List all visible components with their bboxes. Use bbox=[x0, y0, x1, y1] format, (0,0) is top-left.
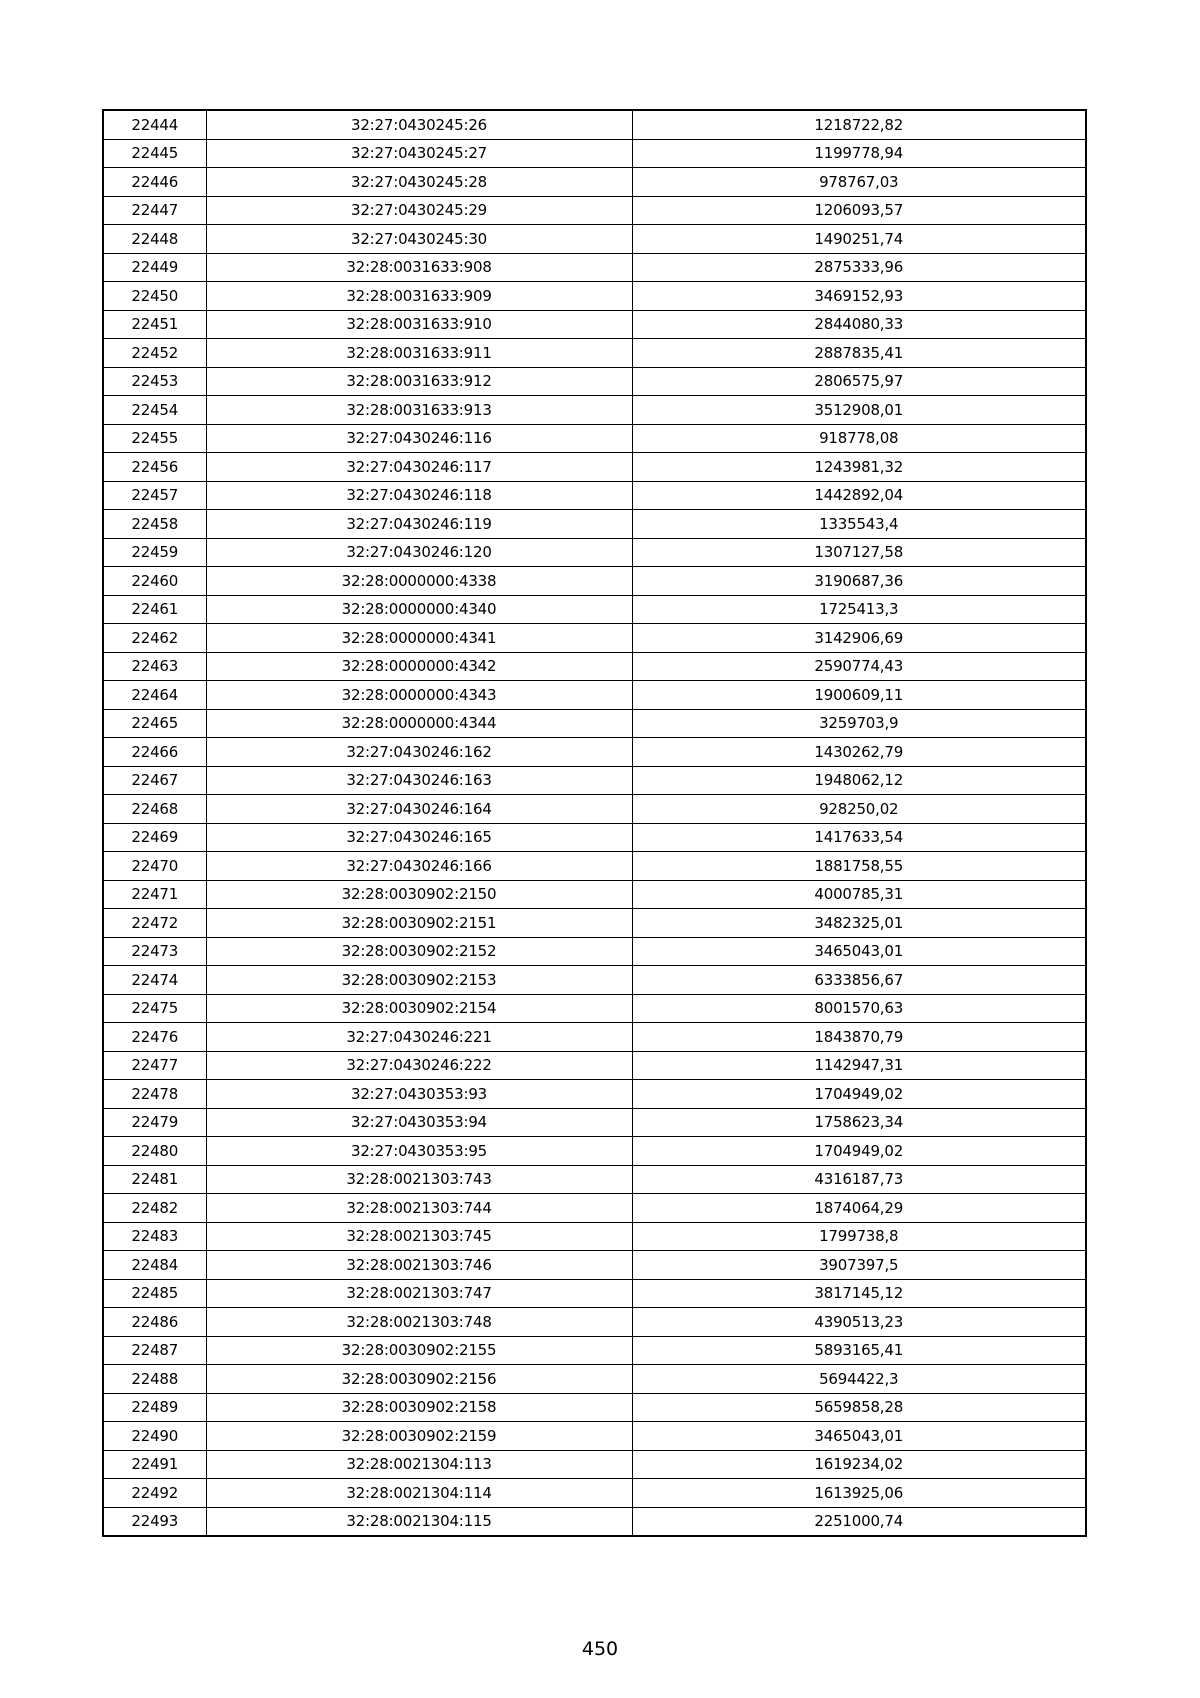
cadastral-value-cell: 1613925,06 bbox=[632, 1479, 1086, 1508]
cadastral-value-cell: 4000785,31 bbox=[632, 880, 1086, 909]
cadastral-number-cell: 32:28:0000000:4338 bbox=[206, 567, 632, 596]
row-number-cell: 22448 bbox=[103, 225, 206, 254]
row-number-cell: 22485 bbox=[103, 1279, 206, 1308]
cadastral-value-cell: 978767,03 bbox=[632, 168, 1086, 197]
cadastral-value-cell: 1430262,79 bbox=[632, 738, 1086, 767]
row-number-cell: 22471 bbox=[103, 880, 206, 909]
table-row bbox=[103, 1365, 1086, 1394]
cadastral-number-cell: 32:28:0030902:2156 bbox=[206, 1365, 632, 1394]
cadastral-number-cell: 32:28:0021303:744 bbox=[206, 1194, 632, 1223]
cadastral-number-cell: 32:28:0030902:2154 bbox=[206, 994, 632, 1023]
table-row bbox=[103, 282, 1086, 311]
table-row bbox=[103, 339, 1086, 368]
cadastral-value-cell: 3465043,01 bbox=[632, 1422, 1086, 1451]
cadastral-value-cell: 3259703,9 bbox=[632, 709, 1086, 738]
page-number: 450 bbox=[581, 1638, 619, 1660]
table-row bbox=[103, 1051, 1086, 1080]
cadastral-number-cell: 32:28:0031633:911 bbox=[206, 339, 632, 368]
row-number-cell: 22452 bbox=[103, 339, 206, 368]
cadastral-value-cell: 3907397,5 bbox=[632, 1251, 1086, 1280]
table-row bbox=[103, 253, 1086, 282]
cadastral-value-cell: 1206093,57 bbox=[632, 196, 1086, 225]
row-number-cell: 22483 bbox=[103, 1222, 206, 1251]
table-row bbox=[103, 795, 1086, 824]
table-row bbox=[103, 367, 1086, 396]
table-row bbox=[103, 766, 1086, 795]
cadastral-value-cell: 2806575,97 bbox=[632, 367, 1086, 396]
row-number-cell: 22472 bbox=[103, 909, 206, 938]
table-row bbox=[103, 310, 1086, 339]
row-number-cell: 22475 bbox=[103, 994, 206, 1023]
table-row bbox=[103, 1279, 1086, 1308]
cadastral-number-cell: 32:27:0430245:30 bbox=[206, 225, 632, 254]
table-row bbox=[103, 1393, 1086, 1422]
cadastral-value-cell: 8001570,63 bbox=[632, 994, 1086, 1023]
cadastral-value-cell: 1442892,04 bbox=[632, 481, 1086, 510]
table-row bbox=[103, 738, 1086, 767]
cadastral-value-cell: 1490251,74 bbox=[632, 225, 1086, 254]
cadastral-value-cell: 1948062,12 bbox=[632, 766, 1086, 795]
cadastral-number-cell: 32:28:0021303:745 bbox=[206, 1222, 632, 1251]
cadastral-value-cell: 1619234,02 bbox=[632, 1450, 1086, 1479]
cadastral-value-cell: 3482325,01 bbox=[632, 909, 1086, 938]
row-number-cell: 22482 bbox=[103, 1194, 206, 1223]
row-number-cell: 22473 bbox=[103, 937, 206, 966]
cadastral-number-cell: 32:27:0430246:164 bbox=[206, 795, 632, 824]
cadastral-value-cell: 5893165,41 bbox=[632, 1336, 1086, 1365]
cadastral-number-cell: 32:28:0000000:4342 bbox=[206, 652, 632, 681]
table-row bbox=[103, 1194, 1086, 1223]
cadastral-value-cell: 1881758,55 bbox=[632, 852, 1086, 881]
cadastral-number-cell: 32:27:0430245:27 bbox=[206, 139, 632, 168]
table-row bbox=[103, 994, 1086, 1023]
row-number-cell: 22451 bbox=[103, 310, 206, 339]
table-row bbox=[103, 1023, 1086, 1052]
table-row bbox=[103, 196, 1086, 225]
table-row bbox=[103, 424, 1086, 453]
cadastral-value-cell: 1843870,79 bbox=[632, 1023, 1086, 1052]
row-number-cell: 22479 bbox=[103, 1108, 206, 1137]
cadastral-number-cell: 32:28:0021303:747 bbox=[206, 1279, 632, 1308]
row-number-cell: 22453 bbox=[103, 367, 206, 396]
table-row bbox=[103, 1422, 1086, 1451]
row-number-cell: 22463 bbox=[103, 652, 206, 681]
cadastral-number-cell: 32:27:0430245:29 bbox=[206, 196, 632, 225]
cadastral-value-cell: 2875333,96 bbox=[632, 253, 1086, 282]
table-row bbox=[103, 880, 1086, 909]
row-number-cell: 22466 bbox=[103, 738, 206, 767]
row-number-cell: 22455 bbox=[103, 424, 206, 453]
row-number-cell: 22444 bbox=[103, 110, 206, 139]
row-number-cell: 22447 bbox=[103, 196, 206, 225]
cadastral-number-cell: 32:27:0430246:163 bbox=[206, 766, 632, 795]
row-number-cell: 22450 bbox=[103, 282, 206, 311]
cadastral-value-cell: 1704949,02 bbox=[632, 1080, 1086, 1109]
cadastral-value-cell: 6333856,67 bbox=[632, 966, 1086, 995]
table-row bbox=[103, 168, 1086, 197]
row-number-cell: 22468 bbox=[103, 795, 206, 824]
cadastral-number-cell: 32:27:0430246:166 bbox=[206, 852, 632, 881]
row-number-cell: 22487 bbox=[103, 1336, 206, 1365]
table-row bbox=[103, 1308, 1086, 1337]
table-row bbox=[103, 1222, 1086, 1251]
table-row bbox=[103, 1507, 1086, 1536]
cadastral-number-cell: 32:28:0031633:909 bbox=[206, 282, 632, 311]
table-row bbox=[103, 624, 1086, 653]
table-row bbox=[103, 510, 1086, 539]
cadastral-value-cell: 3465043,01 bbox=[632, 937, 1086, 966]
row-number-cell: 22488 bbox=[103, 1365, 206, 1394]
cadastral-value-cell: 5659858,28 bbox=[632, 1393, 1086, 1422]
table-row bbox=[103, 139, 1086, 168]
row-number-cell: 22464 bbox=[103, 681, 206, 710]
cadastral-number-cell: 32:27:0430353:95 bbox=[206, 1137, 632, 1166]
cadastral-number-cell: 32:27:0430245:26 bbox=[206, 110, 632, 139]
cadastral-value-cell: 1199778,94 bbox=[632, 139, 1086, 168]
cadastral-value-cell: 1799738,8 bbox=[632, 1222, 1086, 1251]
row-number-cell: 22449 bbox=[103, 253, 206, 282]
row-number-cell: 22470 bbox=[103, 852, 206, 881]
cadastral-number-cell: 32:28:0000000:4343 bbox=[206, 681, 632, 710]
cadastral-number-cell: 32:27:0430246:116 bbox=[206, 424, 632, 453]
row-number-cell: 22481 bbox=[103, 1165, 206, 1194]
table-row bbox=[103, 937, 1086, 966]
row-number-cell: 22474 bbox=[103, 966, 206, 995]
cadastral-number-cell: 32:28:0021304:113 bbox=[206, 1450, 632, 1479]
row-number-cell: 22469 bbox=[103, 823, 206, 852]
cadastral-number-cell: 32:28:0030902:2152 bbox=[206, 937, 632, 966]
cadastral-number-cell: 32:28:0000000:4341 bbox=[206, 624, 632, 653]
cadastral-number-cell: 32:28:0021304:115 bbox=[206, 1507, 632, 1536]
row-number-cell: 22445 bbox=[103, 139, 206, 168]
cadastral-value-cell: 1243981,32 bbox=[632, 453, 1086, 482]
cadastral-value-cell: 1417633,54 bbox=[632, 823, 1086, 852]
cadastral-value-cell: 1307127,58 bbox=[632, 538, 1086, 567]
cadastral-value-cell: 1900609,11 bbox=[632, 681, 1086, 710]
cadastral-value-cell: 3190687,36 bbox=[632, 567, 1086, 596]
cadastral-number-cell: 32:28:0021304:114 bbox=[206, 1479, 632, 1508]
cadastral-value-cell: 2887835,41 bbox=[632, 339, 1086, 368]
cadastral-number-cell: 32:27:0430246:222 bbox=[206, 1051, 632, 1080]
row-number-cell: 22489 bbox=[103, 1393, 206, 1422]
cadastral-number-cell: 32:28:0021303:746 bbox=[206, 1251, 632, 1280]
row-number-cell: 22484 bbox=[103, 1251, 206, 1280]
table-row bbox=[103, 1080, 1086, 1109]
cadastral-number-cell: 32:27:0430246:118 bbox=[206, 481, 632, 510]
cadastral-value-cell: 2844080,33 bbox=[632, 310, 1086, 339]
row-number-cell: 22456 bbox=[103, 453, 206, 482]
row-number-cell: 22490 bbox=[103, 1422, 206, 1451]
cadastral-value-cell: 1704949,02 bbox=[632, 1137, 1086, 1166]
table-row bbox=[103, 823, 1086, 852]
row-number-cell: 22480 bbox=[103, 1137, 206, 1166]
cadastral-number-cell: 32:28:0030902:2159 bbox=[206, 1422, 632, 1451]
row-number-cell: 22467 bbox=[103, 766, 206, 795]
cadastral-value-cell: 3512908,01 bbox=[632, 396, 1086, 425]
row-number-cell: 22486 bbox=[103, 1308, 206, 1337]
table-row bbox=[103, 966, 1086, 995]
cadastral-number-cell: 32:28:0021303:748 bbox=[206, 1308, 632, 1337]
cadastral-value-cell: 2590774,43 bbox=[632, 652, 1086, 681]
cadastral-value-cell: 3469152,93 bbox=[632, 282, 1086, 311]
cadastral-value-cell: 2251000,74 bbox=[632, 1507, 1086, 1536]
cadastral-number-cell: 32:27:0430246:119 bbox=[206, 510, 632, 539]
table-row bbox=[103, 1479, 1086, 1508]
cadastral-value-cell: 1758623,34 bbox=[632, 1108, 1086, 1137]
row-number-cell: 22446 bbox=[103, 168, 206, 197]
cadastral-value-cell: 3817145,12 bbox=[632, 1279, 1086, 1308]
row-number-cell: 22476 bbox=[103, 1023, 206, 1052]
cadastral-value-cell: 1218722,82 bbox=[632, 110, 1086, 139]
cadastral-number-cell: 32:28:0031633:912 bbox=[206, 367, 632, 396]
row-number-cell: 22459 bbox=[103, 538, 206, 567]
table-row bbox=[103, 567, 1086, 596]
table-row bbox=[103, 709, 1086, 738]
cadastral-number-cell: 32:27:0430246:162 bbox=[206, 738, 632, 767]
cadastral-value-cell: 928250,02 bbox=[632, 795, 1086, 824]
cadastral-number-cell: 32:27:0430353:94 bbox=[206, 1108, 632, 1137]
cadastral-number-cell: 32:28:0030902:2153 bbox=[206, 966, 632, 995]
cadastral-number-cell: 32:28:0021303:743 bbox=[206, 1165, 632, 1194]
table-row bbox=[103, 595, 1086, 624]
cadastral-value-table bbox=[102, 109, 1087, 1537]
cadastral-number-cell: 32:28:0030902:2150 bbox=[206, 880, 632, 909]
cadastral-number-cell: 32:27:0430245:28 bbox=[206, 168, 632, 197]
row-number-cell: 22465 bbox=[103, 709, 206, 738]
row-number-cell: 22461 bbox=[103, 595, 206, 624]
cadastral-number-cell: 32:27:0430246:221 bbox=[206, 1023, 632, 1052]
row-number-cell: 22477 bbox=[103, 1051, 206, 1080]
table-row bbox=[103, 909, 1086, 938]
row-number-cell: 22492 bbox=[103, 1479, 206, 1508]
cadastral-number-cell: 32:28:0031633:913 bbox=[206, 396, 632, 425]
table-row bbox=[103, 1165, 1086, 1194]
table-row bbox=[103, 652, 1086, 681]
table-row bbox=[103, 852, 1086, 881]
cadastral-number-cell: 32:28:0030902:2155 bbox=[206, 1336, 632, 1365]
row-number-cell: 22462 bbox=[103, 624, 206, 653]
table-row bbox=[103, 110, 1086, 139]
row-number-cell: 22493 bbox=[103, 1507, 206, 1536]
table-row bbox=[103, 396, 1086, 425]
table-row bbox=[103, 1251, 1086, 1280]
cadastral-value-cell: 1335543,4 bbox=[632, 510, 1086, 539]
table-row bbox=[103, 681, 1086, 710]
table-row bbox=[103, 1336, 1086, 1365]
table-row bbox=[103, 1450, 1086, 1479]
table-row bbox=[103, 538, 1086, 567]
table-row bbox=[103, 453, 1086, 482]
cadastral-value-cell: 1725413,3 bbox=[632, 595, 1086, 624]
row-number-cell: 22457 bbox=[103, 481, 206, 510]
row-number-cell: 22478 bbox=[103, 1080, 206, 1109]
cadastral-value-cell: 4316187,73 bbox=[632, 1165, 1086, 1194]
cadastral-number-cell: 32:27:0430246:165 bbox=[206, 823, 632, 852]
cadastral-value-cell: 3142906,69 bbox=[632, 624, 1086, 653]
row-number-cell: 22458 bbox=[103, 510, 206, 539]
cadastral-value-cell: 1142947,31 bbox=[632, 1051, 1086, 1080]
cadastral-number-cell: 32:27:0430246:117 bbox=[206, 453, 632, 482]
table-body bbox=[103, 110, 1086, 1536]
cadastral-value-cell: 918778,08 bbox=[632, 424, 1086, 453]
row-number-cell: 22491 bbox=[103, 1450, 206, 1479]
cadastral-number-cell: 32:27:0430246:120 bbox=[206, 538, 632, 567]
cadastral-number-cell: 32:28:0030902:2158 bbox=[206, 1393, 632, 1422]
cadastral-value-cell: 1874064,29 bbox=[632, 1194, 1086, 1223]
cadastral-number-cell: 32:28:0031633:910 bbox=[206, 310, 632, 339]
table-row bbox=[103, 225, 1086, 254]
cadastral-number-cell: 32:28:0031633:908 bbox=[206, 253, 632, 282]
table-row bbox=[103, 481, 1086, 510]
cadastral-value-cell: 4390513,23 bbox=[632, 1308, 1086, 1337]
table-row bbox=[103, 1137, 1086, 1166]
table-row bbox=[103, 1108, 1086, 1137]
cadastral-number-cell: 32:28:0030902:2151 bbox=[206, 909, 632, 938]
row-number-cell: 22460 bbox=[103, 567, 206, 596]
cadastral-value-cell: 5694422,3 bbox=[632, 1365, 1086, 1394]
cadastral-number-cell: 32:28:0000000:4340 bbox=[206, 595, 632, 624]
row-number-cell: 22454 bbox=[103, 396, 206, 425]
cadastral-number-cell: 32:28:0000000:4344 bbox=[206, 709, 632, 738]
cadastral-number-cell: 32:27:0430353:93 bbox=[206, 1080, 632, 1109]
